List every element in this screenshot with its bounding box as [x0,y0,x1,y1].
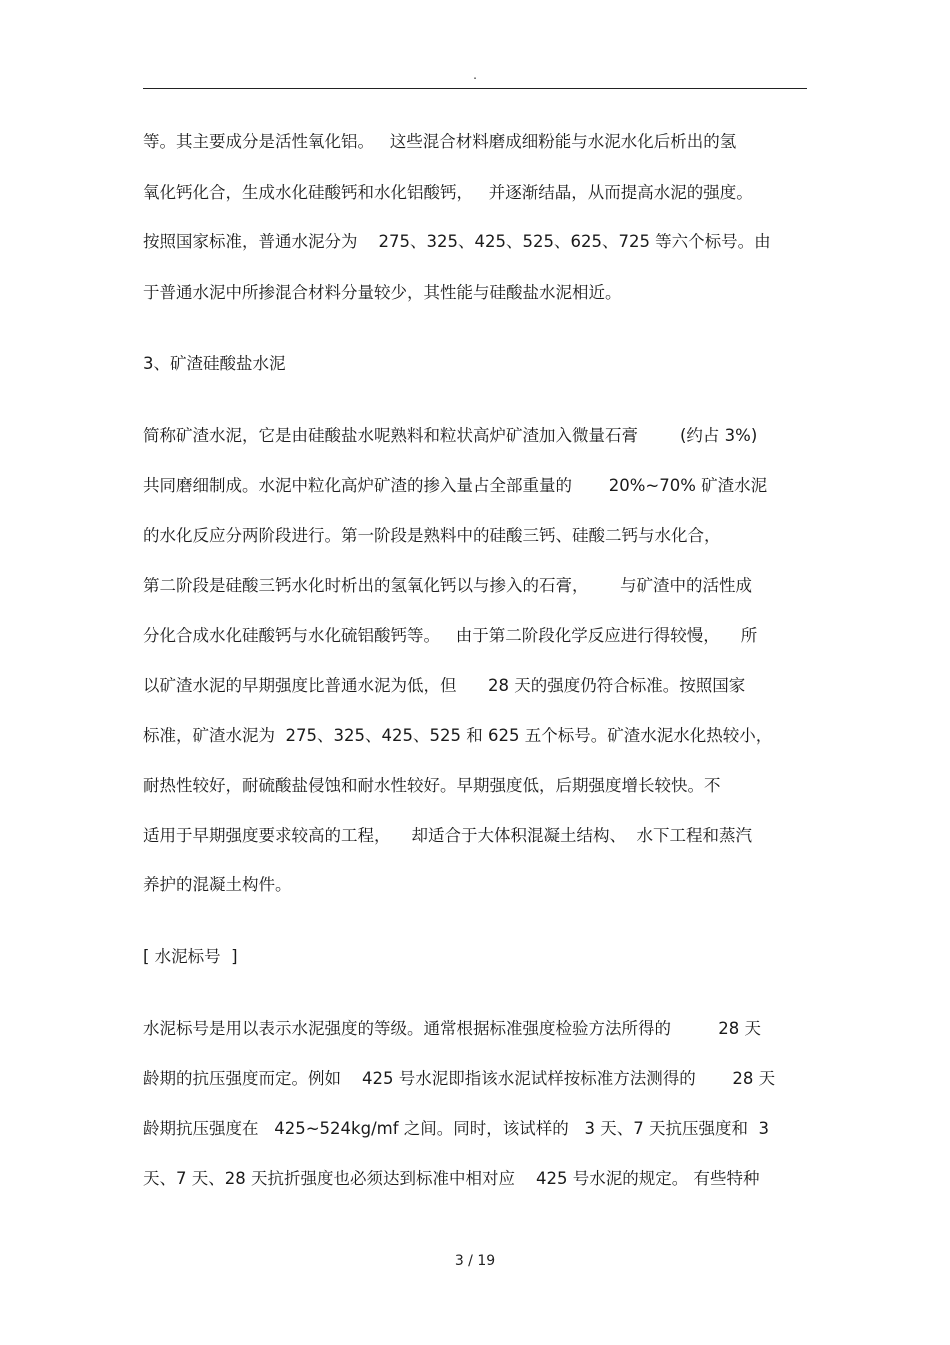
page-indicator: 3 / 19 [454,1253,496,1269]
text-line: 适用于早期强度要求较高的工程， 却适合于大体积混凝土结构、 水下工程和蒸汽 [143,826,752,845]
text-line: 以矿渣水泥的早期强度比普通水泥为低，但 28 天的强度仍符合标准。按照国家 [143,676,746,695]
section-heading: [ 水泥标号 ] [143,947,238,966]
text-line: 分化合成水化硅酸钙与水化硫铝酸钙等。 由于第二阶段化学反应进行得较慢， 所 [143,626,758,645]
text-line: 天、7 天、28 天抗折强度也必须达到标准中相对应 425 号水泥的规定。 有些特种 [143,1169,760,1188]
text-line: 水泥标号是用以表示水泥强度的等级。通常根据标准强度检验方法所得的 28 天 [143,1019,761,1038]
text-line: 简称矿渣水泥，它是由硅酸盐水呢熟料和粒状高炉矿渣加入微量石膏 (约占 3%) [143,426,758,445]
header-rule [143,88,807,89]
text-line: 养护的混凝土构件。 [143,875,292,894]
text-line: 耐热性较好，耐硫酸盐侵蚀和耐水性较好。早期强度低，后期强度增长较快。不 [143,776,721,795]
text-line: 按照国家标准，普通水泥分为 275、325、425、525、625、725 等六个标号。由 [143,232,771,251]
text-line: 等。其主要成分是活性氧化铝。 这些混合材料磨成细粉能与水泥水化后析出的氢 [143,132,737,151]
text-line: 氧化钙化合，生成水化硅酸钙和水化铝酸钙， 并逐渐结晶，从而提高水泥的强度。 [143,183,753,202]
text-line: 龄期的抗压强度而定。例如 425 号水泥即指该水泥试样按标准方法测得的 28 天 [143,1069,776,1088]
text-line: 第二阶段是硅酸三钙水化时析出的氢氧化钙以与掺入的石膏， 与矿渣中的活性成 [143,576,752,595]
text-line: 共同磨细制成。水泥中粒化高炉矿渣的掺入量占全部重量的 20%~70% 矿渣水泥 [143,476,768,495]
text-line: 标准，矿渣水泥为 275、325、425、525 和 625 五个标号。矿渣水泥水化热较小， [143,726,773,745]
text-line: 的水化反应分两阶段进行。第一阶段是熟料中的硅酸三钙、硅酸二钙与水化合， [143,526,721,545]
section-heading: 3、矿渣硅酸盐水泥 [143,354,286,373]
text-line: 于普通水泥中所掺混合材料分量较少，其性能与硅酸盐水泥相近。 [143,283,622,302]
text-line: 龄期抗压强度在 425~524kg/mf 之间。同时，该试样的 3 天、7 天抗压强度和 3 [143,1119,769,1138]
header-mark: . [473,68,477,82]
